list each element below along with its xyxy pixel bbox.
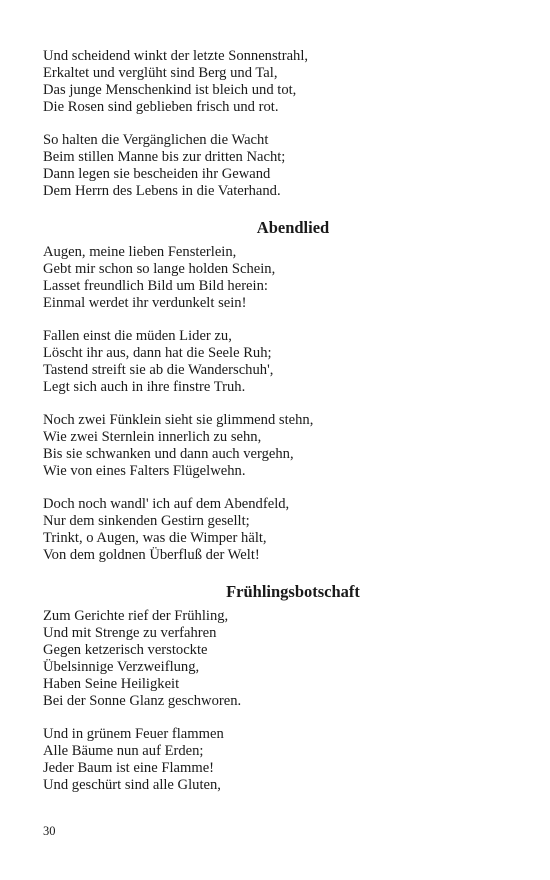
- verse-line: Jeder Baum ist eine Flamme!: [43, 760, 215, 776]
- verse-line: Erkaltet und verglüht sind Berg und Tal,: [43, 65, 278, 81]
- stanza: [43, 726, 503, 794]
- verse-line: Fallen einst die müden Lider zu,: [43, 328, 232, 344]
- stanza: [43, 328, 503, 396]
- poem-title: Abendlied: [256, 218, 330, 237]
- verse-line: Das junge Menschenkind ist bleich und tot,: [43, 82, 297, 98]
- stanza: [43, 132, 503, 200]
- verse-line: Einmal werdet ihr verdunkelt sein!: [43, 295, 247, 311]
- verse-line: Und in grünem Feuer flammen: [43, 726, 224, 742]
- stanza: [43, 412, 503, 480]
- verse-line: Dann legen sie bescheiden ihr Gewand: [43, 166, 271, 182]
- poem-section: [43, 48, 503, 200]
- verse-line: Bis sie schwanken und dann auch vergehn,: [43, 446, 294, 462]
- verse-line: Zum Gerichte rief der Frühling,: [43, 608, 229, 624]
- page-number: 30: [43, 824, 56, 838]
- verse-line: Tastend streift sie ab die Wanderschuh',: [43, 362, 274, 378]
- verse-line: Trinkt, o Augen, was die Wimper hält,: [43, 530, 267, 546]
- verse-line: Übelsinnige Verzweiflung,: [43, 659, 200, 675]
- verse-line: Und scheidend winkt der letzte Sonnenstrahl,: [43, 48, 309, 64]
- verse-line: Nur dem sinkenden Gestirn gesellt;: [43, 513, 250, 529]
- verse-line: Noch zwei Fünklein sieht sie glimmend stehn,: [43, 412, 314, 428]
- verse-line: Doch noch wandl' ich auf dem Abendfeld,: [43, 496, 290, 512]
- verse-line: Beim stillen Manne bis zur dritten Nacht;: [43, 149, 286, 165]
- verse-line: Gegen ketzerisch verstockte: [43, 642, 208, 658]
- verse-line: Die Rosen sind geblieben frisch und rot.: [43, 99, 279, 115]
- stanza: [43, 244, 503, 312]
- verse-line: So halten die Vergänglichen die Wacht: [43, 132, 269, 148]
- poem-page: [43, 48, 503, 810]
- verse-line: Haben Seine Heiligkeit: [43, 676, 180, 692]
- verse-line: Alle Bäume nun auf Erden;: [43, 743, 204, 759]
- poem-title: Frühlingsbotschaft: [226, 582, 360, 601]
- stanza: [43, 496, 503, 564]
- verse-line: Augen, meine lieben Fensterlein,: [43, 244, 237, 260]
- stanza: [43, 48, 503, 116]
- verse-line: Dem Herrn des Lebens in die Vaterhand.: [43, 183, 281, 199]
- poem-section: [43, 582, 503, 794]
- verse-line: Gebt mir schon so lange holden Schein,: [43, 261, 276, 277]
- stanza: [43, 608, 503, 710]
- verse-line: Lasset freundlich Bild um Bild herein:: [43, 278, 268, 294]
- poem-section: [43, 218, 503, 564]
- verse-line: Legt sich auch in ihre finstre Truh.: [43, 379, 246, 395]
- verse-line: Und geschürt sind alle Gluten,: [43, 777, 221, 793]
- verse-line: Und mit Strenge zu verfahren: [43, 625, 217, 641]
- verse-line: Wie von eines Falters Flügelwehn.: [43, 463, 246, 479]
- verse-line: Löscht ihr aus, dann hat die Seele Ruh;: [43, 345, 272, 361]
- verse-line: Bei der Sonne Glanz geschworen.: [43, 693, 242, 709]
- verse-line: Von dem goldnen Überfluß der Welt!: [43, 547, 260, 563]
- verse-line: Wie zwei Sternlein innerlich zu sehn,: [43, 429, 262, 445]
